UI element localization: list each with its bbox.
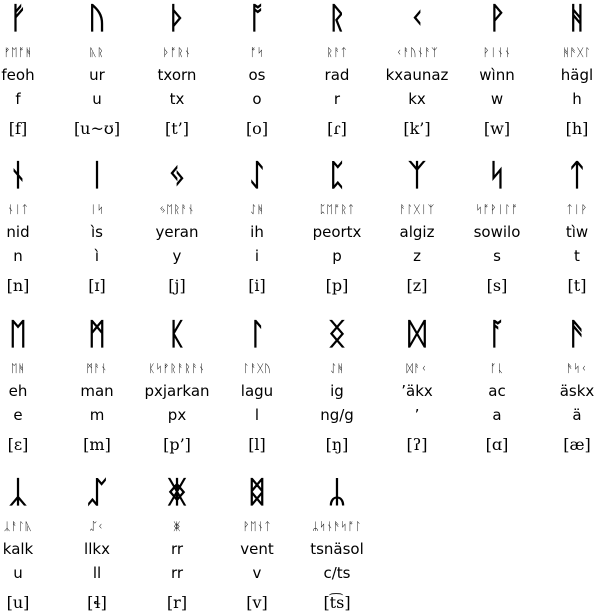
rune-name: ig — [330, 382, 344, 400]
rune-rune: ᚢ — [88, 1, 106, 36]
rune-name: tsnäsol — [310, 540, 364, 558]
rune-name: ih — [250, 223, 264, 241]
rune-latin: f — [15, 90, 21, 108]
rune-spelling: ᛢᚲ — [89, 520, 105, 533]
rune-spelling: ᛈᛖᚩᚱᛏ — [319, 203, 355, 216]
rune-rune: ᚠ — [9, 1, 27, 36]
rune-name: llkx — [84, 540, 110, 558]
rune-name: ur — [89, 66, 105, 84]
rune-latin: l — [254, 406, 260, 424]
rune-ipa: [s] — [486, 276, 508, 295]
rune-rune: ᛣ — [9, 475, 27, 510]
rune-spelling: ᚦᚩᚱᚾ — [162, 46, 192, 59]
rune-latin: u — [92, 90, 102, 108]
rune-spelling: ᛦᛋᚾᚫᛋᚩᛚ — [312, 520, 362, 533]
rune-latin: tx — [169, 90, 185, 108]
rune-rune: ᛖ — [9, 317, 27, 352]
rune-name: äskx — [559, 382, 594, 400]
rune-ipa: [ʔ] — [406, 435, 428, 454]
rune-latin: z — [413, 247, 421, 265]
rune-name: nid — [6, 223, 30, 241]
rune-ipa: [v] — [246, 593, 268, 612]
rune-ipa: [r] — [166, 593, 188, 612]
rune-ipa: [h] — [565, 119, 589, 138]
rune-name: rr — [170, 540, 184, 558]
rune-latin: p — [332, 247, 342, 265]
rune-rune: ᚱ — [328, 1, 346, 36]
rune-latin: ll — [92, 564, 102, 582]
rune-rune: ᛏ — [568, 158, 586, 193]
rune-rune: ᛦ — [328, 475, 346, 510]
rune-latin: v — [252, 564, 262, 582]
rune-ipa: [t͡s] — [323, 593, 351, 612]
rune-ipa: [ɪ] — [88, 276, 106, 295]
rune-rune: ᚻ — [568, 1, 586, 36]
rune-name: tìw — [565, 223, 589, 241]
rune-ipa: [n] — [6, 276, 30, 295]
rune-name: ìs — [91, 223, 103, 241]
rune-ipa: [ɑ] — [485, 435, 509, 454]
rune-name: feoh — [1, 66, 35, 84]
rune-spelling: ᛚᚨᚷᚢ — [242, 362, 272, 375]
rune-spelling: ᚲᚨᚢᚾᚨᛉ — [395, 46, 439, 59]
rune-latin: i — [254, 247, 260, 265]
rune-spelling: ᛁᛋ — [89, 203, 105, 216]
rune-rune: ᛤ — [168, 475, 186, 510]
rune-rune: ᛁ — [88, 158, 106, 193]
rune-rune: ᛈ — [328, 158, 346, 193]
rune-spelling: ᚫᛋᚲ — [566, 362, 588, 375]
rune-ipa: [z] — [406, 276, 428, 295]
rune-latin: w — [490, 90, 504, 108]
rune-rune: ᛚ — [248, 317, 266, 352]
rune-spelling: ᛤ — [173, 520, 181, 533]
rune-name: ac — [488, 382, 506, 400]
rune-name: algiz — [399, 223, 435, 241]
rune-name: sowilo — [473, 223, 521, 241]
rune-spelling: ᚹᛖᚾᛏ — [242, 520, 272, 533]
rune-latin: rr — [170, 564, 184, 582]
rune-rune: ᛃ — [168, 158, 186, 193]
rune-rune: ᛕ — [168, 317, 186, 352]
rune-ipa: [æ] — [563, 435, 591, 454]
rune-spelling: ᛏᛁᚹ — [566, 203, 588, 216]
rune-name: yeran — [155, 223, 199, 241]
rune-ipa: [u] — [6, 593, 30, 612]
rune-ipa: [l] — [248, 435, 266, 454]
rune-spelling: ᚣᚱ — [89, 46, 105, 59]
rune-ipa: [ŋ] — [325, 435, 349, 454]
rune-name: rad — [324, 66, 350, 84]
rune-spelling: ᛣᚨᛚᚣ — [3, 520, 33, 533]
rune-rune: ᛋ — [488, 158, 506, 193]
rune-latin: kx — [408, 90, 426, 108]
rune-ipa: [f] — [8, 119, 28, 138]
rune-ipa: [ɾ] — [327, 119, 347, 138]
rune-rune: ᛥ — [248, 475, 266, 510]
rune-name: lagu — [240, 382, 274, 400]
rune-latin: px — [167, 406, 187, 424]
rune-ipa: [ɬ] — [87, 593, 107, 612]
rune-rune: ᚫ — [568, 317, 586, 352]
rune-ipa: [w] — [483, 119, 511, 138]
rune-name: peortx — [312, 223, 362, 241]
rune-ipa: [t] — [567, 276, 587, 295]
rune-ipa: [j] — [168, 276, 186, 295]
rune-rune: ᛢ — [88, 475, 106, 510]
rune-spelling: ᚻᚫᚷᛚ — [562, 46, 592, 59]
rune-rune: ᚲ — [408, 1, 426, 36]
rune-spelling: ᛃᛖᚱᚨᚾ — [159, 203, 195, 216]
rune-name: txorn — [157, 66, 197, 84]
rune-latin: ’ — [414, 406, 420, 424]
rune-latin: ng/g — [320, 406, 354, 424]
rune-name: ’äkx — [401, 382, 433, 400]
rune-rune: ᛗ — [88, 317, 106, 352]
rune-rune: ᚾ — [9, 158, 27, 193]
rune-name: eh — [8, 382, 28, 400]
rune-spelling: ᛞᚨᚲ — [406, 362, 428, 375]
rune-name: pxjarkan — [144, 382, 210, 400]
rune-latin: ì — [94, 247, 100, 265]
rune-latin: t — [574, 247, 580, 265]
rune-spelling: ᚪᚳ — [489, 362, 505, 375]
rune-latin: m — [89, 406, 105, 424]
rune-latin: a — [492, 406, 502, 424]
rune-ipa: [u~ʊ] — [73, 119, 121, 138]
rune-name: kxaunaz — [385, 66, 449, 84]
rune-name: os — [248, 66, 266, 84]
rune-spelling: ᚩᛋ — [249, 46, 265, 59]
rune-spelling: ᛖᚻ — [10, 362, 26, 375]
rune-ipa: [k’] — [403, 119, 431, 138]
rune-rune: ᛇ — [248, 158, 266, 193]
rune-ipa: [p’] — [163, 435, 191, 454]
rune-spelling: ᛇᚻ — [249, 203, 265, 216]
rune-latin: u — [13, 564, 23, 582]
rune-latin: ä — [572, 406, 582, 424]
rune-latin: s — [493, 247, 501, 265]
rune-name: kalk — [2, 540, 34, 558]
rune-spelling: ᛕᛋᚠᚱᚨᚱᚨᚾ — [148, 362, 206, 375]
rune-latin: o — [252, 90, 262, 108]
rune-ipa: [ɛ] — [7, 435, 29, 454]
rune-name: wìnn — [479, 66, 515, 84]
rune-ipa: [m] — [83, 435, 111, 454]
rune-latin: e — [13, 406, 23, 424]
rune-latin: y — [172, 247, 182, 265]
rune-name: hägl — [560, 66, 594, 84]
rune-ipa: [p] — [325, 276, 349, 295]
rune-name: vent — [240, 540, 274, 558]
rune-ipa: [t’] — [165, 119, 189, 138]
rune-latin: n — [13, 247, 23, 265]
rune-latin: c/ts — [323, 564, 351, 582]
rune-spelling: ᚱᚨᛏ — [326, 46, 348, 59]
rune-rune: ᚹ — [488, 1, 506, 36]
rune-spelling: ᛋᚩᚹᛁᛚᚩ — [475, 203, 519, 216]
rune-latin: h — [572, 90, 582, 108]
rune-spelling: ᚨᛚᚷᛁᛉ — [399, 203, 435, 216]
rune-rune: ᛉ — [408, 158, 426, 193]
rune-spelling: ᛗᚨᚾ — [86, 362, 108, 375]
rune-latin: r — [333, 90, 341, 108]
rune-ipa: [o] — [245, 119, 269, 138]
rune-spelling: ᚾᛁᛏ — [7, 203, 29, 216]
rune-rune: ᛞ — [408, 317, 426, 352]
rune-ipa: [i] — [248, 276, 266, 295]
rune-name: man — [80, 382, 114, 400]
rune-spelling: ᚠᛖᚩᚻ — [3, 46, 33, 59]
rune-rune: ᚪ — [488, 317, 506, 352]
rune-rune: ᚩ — [248, 1, 266, 36]
rune-spelling: ᚹᛁᚾᚾ — [482, 46, 512, 59]
rune-rune: ᚦ — [168, 1, 186, 36]
rune-rune: ᛝ — [328, 317, 346, 352]
rune-spelling: ᛇᚻ — [329, 362, 345, 375]
